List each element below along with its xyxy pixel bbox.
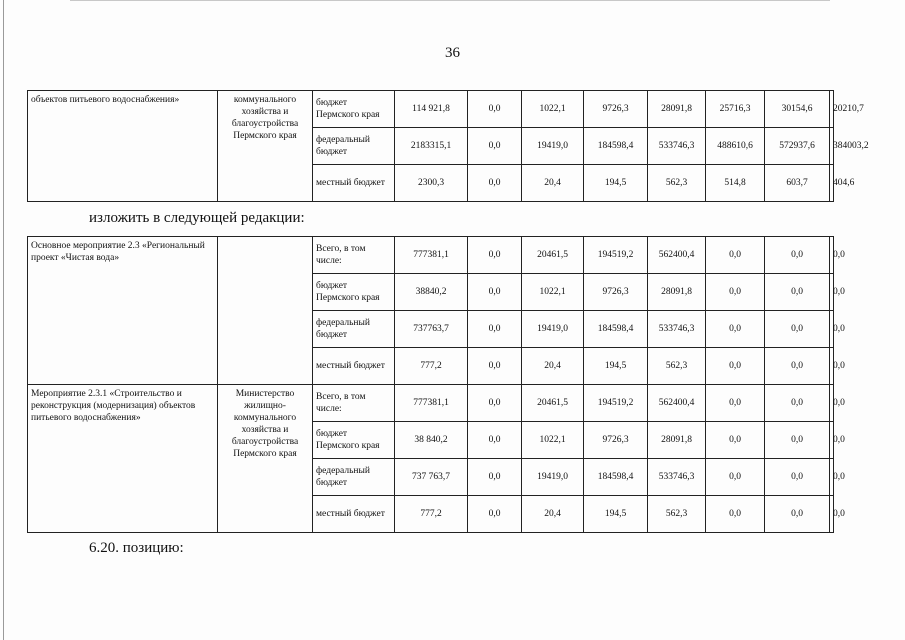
amount-cell: 0,0 xyxy=(706,348,765,385)
amount-cell: 20461,5 xyxy=(522,385,584,422)
amount-cell: 0,0 xyxy=(706,237,765,274)
amount-cell: 0,0 xyxy=(468,385,522,422)
amount-cell: 562,3 xyxy=(648,165,706,202)
amount-cell: 1022,1 xyxy=(522,91,584,128)
funding-source: местный бюджет xyxy=(313,165,395,202)
activity-description: объектов питьевого водоснабжения» xyxy=(28,91,218,202)
amount-cell: 20,4 xyxy=(522,348,584,385)
amount-cell: 488610,6 xyxy=(706,128,765,165)
amount-cell: 0,0 xyxy=(468,237,522,274)
page-number: 36 xyxy=(445,45,460,61)
amount-cell: 2300,3 xyxy=(395,165,468,202)
activity-description: Основное мероприятие 2.3 «Региональный проект «Чистая вода» xyxy=(28,237,218,385)
amount-cell: 0,0 xyxy=(765,459,830,496)
amount-cell: 0,0 xyxy=(468,274,522,311)
amount-cell: 0,0 xyxy=(830,348,834,385)
amount-cell: 9726,3 xyxy=(584,274,648,311)
budget-table-new xyxy=(27,236,845,533)
funding-source: федеральный бюджет xyxy=(313,311,395,348)
amount-cell: 184598,4 xyxy=(584,311,648,348)
amount-cell: 0,0 xyxy=(830,385,834,422)
amount-cell: 0,0 xyxy=(765,385,830,422)
amount-cell: 28091,8 xyxy=(648,422,706,459)
amount-cell: 0,0 xyxy=(706,459,765,496)
amount-cell: 533746,3 xyxy=(648,311,706,348)
activity-description: Мероприятие 2.3.1 «Строительство и реконструкция (модернизация) объектов питьевого водоснабжения» xyxy=(28,385,218,533)
amount-cell: 0,0 xyxy=(830,237,834,274)
amount-cell: 0,0 xyxy=(706,311,765,348)
amount-cell: 514,8 xyxy=(706,165,765,202)
amount-cell: 0,0 xyxy=(830,274,834,311)
funding-source: федеральный бюджет xyxy=(313,459,395,496)
executor-cell: коммунального хозяйства и благоустройства Пермского края xyxy=(218,91,313,202)
amount-cell: 572937,6 xyxy=(765,128,830,165)
amount-cell: 0,0 xyxy=(765,422,830,459)
amount-cell: 0,0 xyxy=(765,496,830,533)
amount-cell: 9726,3 xyxy=(584,422,648,459)
amount-cell: 0,0 xyxy=(468,459,522,496)
funding-source: бюджет Пермского края xyxy=(313,422,395,459)
amount-cell: 0,0 xyxy=(830,496,834,533)
funding-source: Всего, в том числе: xyxy=(313,237,395,274)
amount-cell: 777381,1 xyxy=(395,237,468,274)
amount-cell: 0,0 xyxy=(830,311,834,348)
funding-source: бюджет Пермского края xyxy=(313,274,395,311)
amount-cell: 0,0 xyxy=(830,422,834,459)
amount-cell: 114 921,8 xyxy=(395,91,468,128)
amount-cell: 562,3 xyxy=(648,496,706,533)
amount-cell: 184598,4 xyxy=(584,459,648,496)
amount-cell: 194,5 xyxy=(584,348,648,385)
amount-cell: 194519,2 xyxy=(584,237,648,274)
amount-cell: 0,0 xyxy=(468,165,522,202)
amount-cell: 777381,1 xyxy=(395,385,468,422)
amount-cell: 0,0 xyxy=(765,311,830,348)
amount-cell: 0,0 xyxy=(468,311,522,348)
amount-cell: 777,2 xyxy=(395,496,468,533)
amount-cell: 194519,2 xyxy=(584,385,648,422)
instruction-text: изложить в следующей редакции: xyxy=(89,210,305,226)
amount-cell: 404,6 xyxy=(830,165,834,202)
amount-cell: 0,0 xyxy=(468,348,522,385)
executor-cell: Министерство жилищно-коммунального хозяйства и благоустройства Пермского края xyxy=(218,385,313,533)
table-row xyxy=(28,91,834,128)
funding-source: федеральный бюджет xyxy=(313,128,395,165)
executor-cell xyxy=(218,237,313,385)
amount-cell: 0,0 xyxy=(765,237,830,274)
budget-table-old xyxy=(27,90,869,202)
amount-cell: 30154,6 xyxy=(765,91,830,128)
amount-cell: 737 763,7 xyxy=(395,459,468,496)
amount-cell: 0,0 xyxy=(706,385,765,422)
amount-cell: 1022,1 xyxy=(522,274,584,311)
amount-cell: 0,0 xyxy=(706,274,765,311)
amount-cell: 20210,7 xyxy=(830,91,834,128)
amount-cell: 28091,8 xyxy=(648,91,706,128)
page-top-border xyxy=(70,0,830,1)
page-left-edge xyxy=(3,0,4,640)
amount-cell: 2183315,1 xyxy=(395,128,468,165)
amount-cell: 194,5 xyxy=(584,496,648,533)
amount-cell: 38840,2 xyxy=(395,274,468,311)
amount-cell: 28091,8 xyxy=(648,274,706,311)
funding-source: местный бюджет xyxy=(313,496,395,533)
amount-cell: 1022,1 xyxy=(522,422,584,459)
amount-cell: 0,0 xyxy=(706,496,765,533)
section-heading: 6.20. позицию: xyxy=(89,540,184,556)
amount-cell: 19419,0 xyxy=(522,128,584,165)
amount-cell: 20,4 xyxy=(522,165,584,202)
amount-cell: 562400,4 xyxy=(648,237,706,274)
amount-cell: 19419,0 xyxy=(522,459,584,496)
amount-cell: 0,0 xyxy=(830,459,834,496)
amount-cell: 562400,4 xyxy=(648,385,706,422)
amount-cell: 0,0 xyxy=(468,422,522,459)
amount-cell: 9726,3 xyxy=(584,91,648,128)
amount-cell: 194,5 xyxy=(584,165,648,202)
amount-cell: 0,0 xyxy=(706,422,765,459)
amount-cell: 533746,3 xyxy=(648,128,706,165)
amount-cell: 0,0 xyxy=(468,91,522,128)
amount-cell: 737763,7 xyxy=(395,311,468,348)
amount-cell: 0,0 xyxy=(765,348,830,385)
amount-cell: 20,4 xyxy=(522,496,584,533)
amount-cell: 0,0 xyxy=(765,274,830,311)
amount-cell: 777,2 xyxy=(395,348,468,385)
amount-cell: 25716,3 xyxy=(706,91,765,128)
funding-source: бюджет Пермского края xyxy=(313,91,395,128)
amount-cell: 562,3 xyxy=(648,348,706,385)
amount-cell: 603,7 xyxy=(765,165,830,202)
amount-cell: 38 840,2 xyxy=(395,422,468,459)
amount-cell: 19419,0 xyxy=(522,311,584,348)
table-row xyxy=(28,385,834,422)
amount-cell: 0,0 xyxy=(468,128,522,165)
amount-cell: 533746,3 xyxy=(648,459,706,496)
funding-source: Всего, в том числе: xyxy=(313,385,395,422)
amount-cell: 0,0 xyxy=(468,496,522,533)
amount-cell: 384003,2 xyxy=(830,128,834,165)
amount-cell: 184598,4 xyxy=(584,128,648,165)
table-row xyxy=(28,237,834,274)
amount-cell: 20461,5 xyxy=(522,237,584,274)
funding-source: местный бюджет xyxy=(313,348,395,385)
